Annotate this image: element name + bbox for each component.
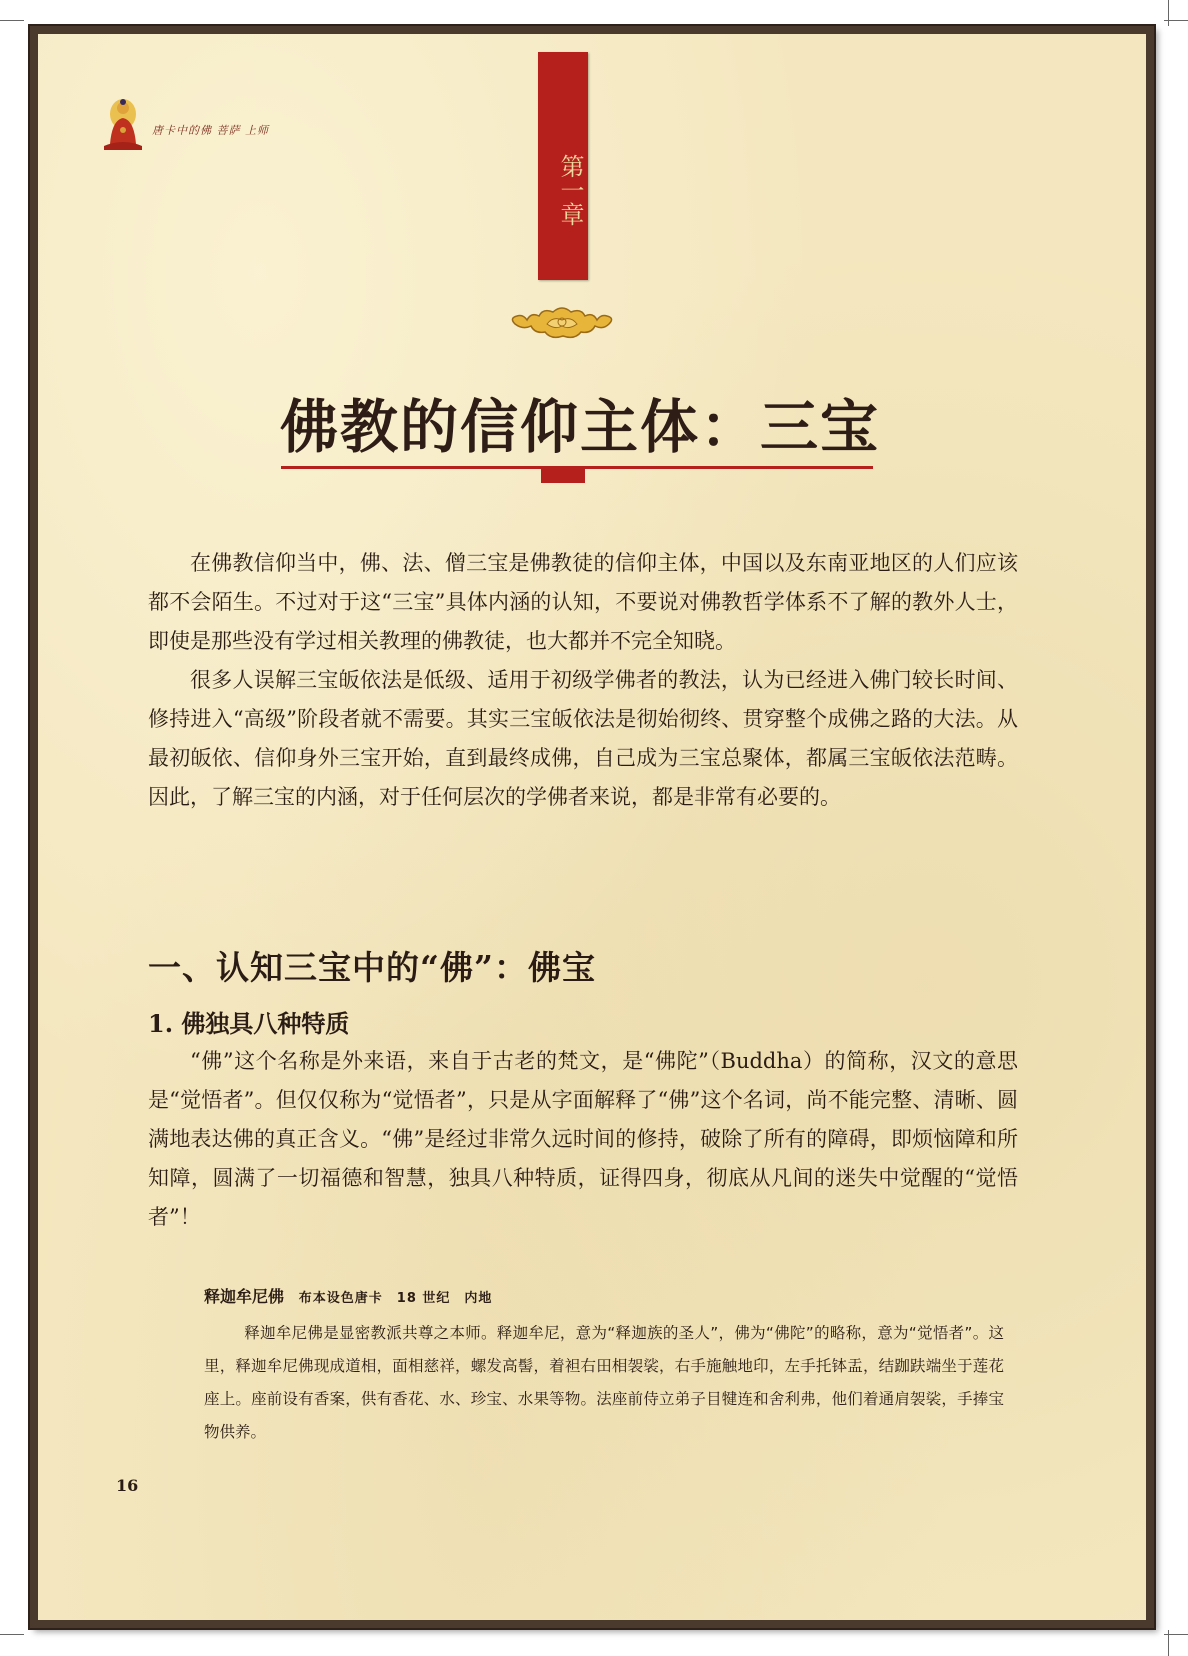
chapter-tab [538,52,588,280]
section-heading: 一、认知三宝中的“佛”：佛宝 [148,948,596,987]
crop-mark-br-v [1168,1630,1169,1656]
section-text [148,1042,1018,1237]
cloud-ornament-icon [507,302,617,344]
intro-paragraph-2: 很多人误解三宝皈依法是低级、适用于初级学佛者的教法，认为已经进入佛门较长时间、修持进入“高级”阶段者就不需要。其实三宝皈依法是彻始彻终、贯穿整个成佛之路的大法。从最初皈依、信仰身外三宝开始，直到最终成佛，自己成为三宝总聚体，都属三宝皈依法范畴。因此，了解三宝的内涵，对于任何层次的学佛者来说，都是非常有必要的。 [148,668,1018,809]
chapter-label: 第一章 [556,154,584,226]
intro-text [148,544,1018,817]
caption-body: 释迦牟尼佛是显密教派共尊之本师。释迦牟尼，意为“释迦族的圣人”，佛为“佛陀”的略称，意为“觉悟者”。这里，释迦牟尼佛现成道相，面相慈祥，螺发高髻，着袒右田相袈裟，右手施触地印，左手托钵盂，结跏趺端坐于莲花座上。座前设有香案，供有香花、水、珍宝、水果等物。法座前侍立弟子目犍连和舍利弗，他们着通肩袈裟，手捧宝物供养。 [204,1324,1004,1441]
intro-paragraph-1: 在佛教信仰当中，佛、法、僧三宝是佛教徒的信仰主体，中国以及东南亚地区的人们应该都不会陌生。不过对于这“三宝”具体内涵的认知，不要说对佛教哲学体系不了解的教外人士，即使是那些没有学过相关教理的佛教徒，也大都并不完全知晓。 [148,551,1018,653]
page-number: 16 [116,1476,139,1495]
caption-title-line [204,1284,1004,1307]
buddha-thumbnail-icon [100,94,146,150]
caption-meta: 布本设色唐卡 18 世纪 内地 [298,1291,493,1306]
crop-mark-bl-h [0,1634,24,1635]
crop-mark-tr-v [1168,0,1169,26]
subsection-heading: 1. 佛独具八种特质 [148,1009,350,1038]
running-head-text: 唐卡中的佛 菩萨 上师 [152,124,269,137]
section-paragraph: “佛”这个名称是外来语，来自于古老的梵文，是“佛陀”（Buddha）的简称，汉文的意思是“觉悟者”。但仅仅称为“觉悟者”，只是从字面解释了“佛”这个名词，尚不能完整、清晰、圆满地表达佛的真正含义。“佛”是经过非常久远时间的修持，破除了所有的障碍，即烦恼障和所知障，圆满了一切福德和智慧，独具八种特质，证得四身，彻底从凡间的迷失中觉醒的“觉悟者”！ [148,1049,1018,1229]
running-head [100,94,269,150]
chapter-title: 佛教的信仰主体：三宝 [279,393,880,461]
page-frame [30,26,1154,1628]
caption-name: 释迦牟尼佛 [204,1287,285,1306]
image-caption [204,1284,1004,1449]
crop-mark-tl-h [0,20,24,21]
title-rule-tab [541,469,585,483]
